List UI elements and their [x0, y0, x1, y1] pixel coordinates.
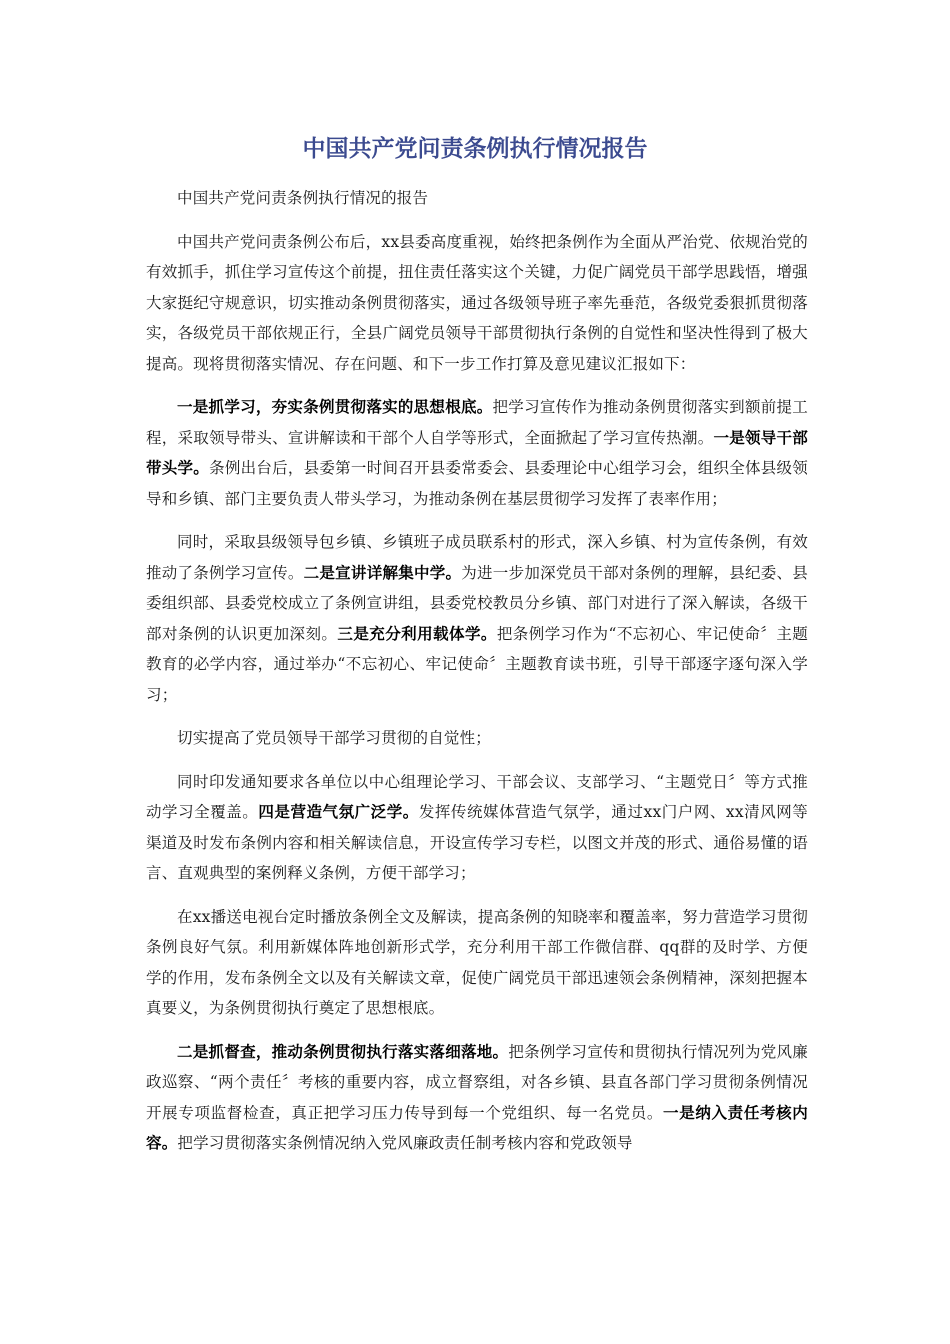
- paragraph-text: 为进一步加深党员干部对条例的理解，县纪委、县委组织部、县委党校成立了条例宣讲组，县委党校教员分乡镇、部门对进行了深入解读，各级干部对条例的认识更加深刻。: [146, 563, 808, 643]
- paragraph-text: 中国共产党问责条例公布后，xx县委高度重视，始终把条例作为全面从严治党、依规治党的有效抓手，抓住学习宣传这个前提，扭住责任落实这个关键，力促广阔党员干部学思践悟，增强大家挺纪守规意识，切实推动条例贯彻落实，通过各级领导班子率先垂范，各级党委狠抓贯彻落实，各级党员干部依规正行，全县广阔党员领导干部贯彻执行条例的自觉性和坚决性得到了极大提高。现将贯彻落实情况、存在问题、和下一步工作打算及意见建议汇报如下：: [146, 232, 808, 373]
- bold-heading-text: 一是抓学习，夯实条例贯彻落实的思想根底。: [177, 398, 493, 416]
- paragraph-text: 条例出台后，县委第一时间召开县委常委会、县委理论中心组学习会，组织全体县级领导和乡镇、部门主要负责人带头学习，为推动条例在基层贯彻学习发挥了表率作用；: [146, 459, 808, 508]
- paragraph-3: [146, 392, 808, 514]
- bold-heading-text: 二是宣讲详解集中学。: [303, 563, 462, 582]
- bold-heading-text: 一是纳入责任考核内容。: [146, 1103, 808, 1152]
- document-title: 中国共产党问责条例执行情况报告: [302, 136, 648, 162]
- paragraph-text: 同时，采取县级领导包乡镇、乡镇班子成员联系村的形式，深入乡镇、村为宣传条例，有效推动了条例学习宣传。: [146, 533, 808, 582]
- paragraph-text: 把条例学习作为“不忘初心、牢记使命〞主题教育的必学内容，通过举办“不忘初心、牢记使命〞主题教育读书班，引导干部逐字逐句深入学习；: [146, 624, 808, 704]
- document-body: [146, 183, 808, 1172]
- paragraph-1: [146, 183, 808, 214]
- paragraph-text: 中国共产党问责条例执行情况的报告: [177, 189, 429, 207]
- paragraph-text: 把学习宣传作为推动条例贯彻落实到额前提工程，采取领导带头、宣讲解读和干部个人自学等形式，全面掀起了学习宣传热潮。: [146, 398, 808, 447]
- bold-heading-text: 一是领导干部带头学。: [146, 428, 809, 477]
- paragraph-text: 把学习贯彻落实条例情况纳入党风廉政责任制考核内容和党政领导: [177, 1134, 633, 1152]
- paragraph-2: [146, 227, 808, 380]
- bold-heading-text: 四是营造气氛广泛学。: [258, 803, 419, 821]
- paragraph-4: [146, 527, 808, 710]
- paragraph-5: [146, 723, 808, 754]
- paragraph-text: 把条例学习宣传和贯彻执行情况列为党风廉政巡察、“两个责任〞考核的重要内容，成立督察组，对各乡镇、县直各部门学习贯彻条例情况开展专项监督检查，真正把学习压力传导到每一个党组织、每一名党员。: [146, 1042, 808, 1122]
- paragraph-text: 切实提高了党员领导干部学习贯彻的自觉性；: [177, 729, 492, 747]
- bold-heading-text: 二是抓督查，推动条例贯彻执行落实落细落地。: [177, 1042, 509, 1061]
- bold-heading-text: 三是充分利用载体学。: [337, 624, 497, 643]
- paragraph-6: [146, 767, 808, 889]
- paragraph-text: 在xx播送电视台定时播放条例全文及解读，提高条例的知晓率和覆盖率，努力营造学习贯彻条例良好气氛。利用新媒体阵地创新形式学，充分利用干部工作微信群、qq群的及时学、方便学的作用，发布条例全文以及有关解读文章，促使广阔党员干部迅速领会条例精神，深刻把握本真要义，为条例贯彻执行奠定了思想根底。: [146, 907, 808, 1017]
- paragraph-7: [146, 902, 808, 1024]
- paragraph-text: 同时印发通知要求各单位以中心组理论学习、干部会议、支部学习、“主题党日〞等方式推动学习全覆盖。: [146, 772, 808, 821]
- paragraph-8: [146, 1037, 808, 1159]
- paragraph-text: 发挥传统媒体营造气氛学，通过xx门户网、xx清风网等渠道及时发布条例内容和相关解读信息，开设宣传学习专栏，以图文并茂的形式、通俗易懂的语言、直观典型的案例释义条例，方便干部学习；: [146, 803, 808, 882]
